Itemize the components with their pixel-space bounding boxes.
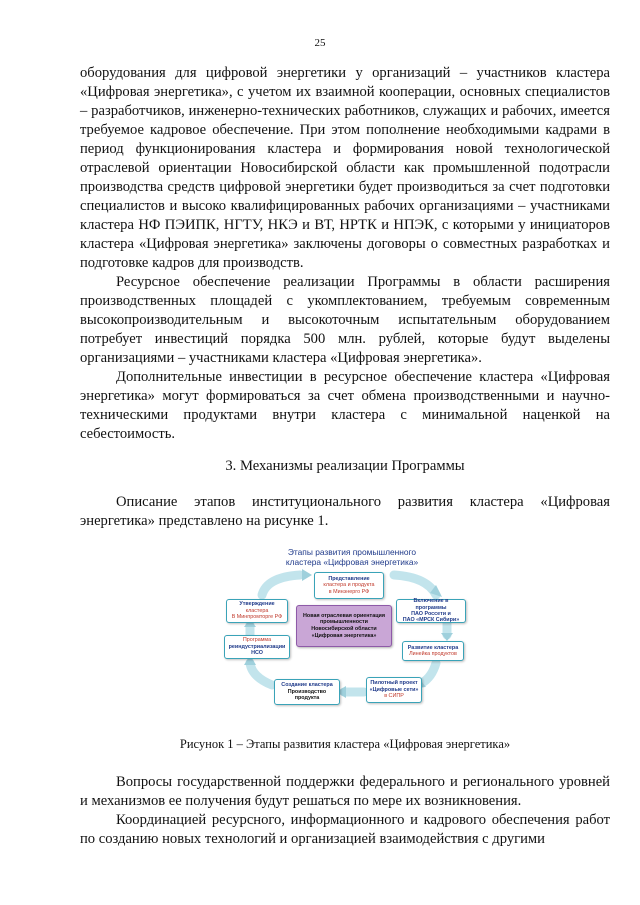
node-creation-line-2: Производство [287,688,327,695]
paragraph-5: Координацией ресурсного, информационного и кадрового обеспечения работ по созданию новых технологий и организацией взаимодействия с другими [80,812,610,847]
paragraph-4: Вопросы государственной поддержки федерального и регионального уровней и механизмов ее получения будут решаться по мере их возникновения. [80,774,610,809]
node-presentation-line-1: Представление [328,575,370,582]
center-line-3: Новосибирской области [311,626,377,632]
arrow-development-to-pilot [422,663,436,683]
node-presentation [314,572,384,599]
body-text-top [80,64,610,444]
figure-caption: Рисунок 1 – Этапы развития кластера «Цифровая энергетика» [179,737,511,751]
node-presentation-line-2: кластера и продукта [323,582,375,589]
node-pilot-line-2: «Цифровые сети» [369,686,419,693]
node-development [402,641,464,661]
arrow-creation-to-program [250,663,272,685]
node-inclusion-line-3: ПАО «МРСК Сибири» [402,617,460,624]
center-line-1: Новая отраслевая ориентация [303,612,385,619]
body-text-intro [80,493,610,531]
figure-title-line-2: кластера «Цифровая энергетика» [285,557,419,567]
node-creation-line-1: Создание кластера [281,682,333,689]
node-inclusion-line-1: Включение в программы [413,598,449,611]
body-text-bottom [80,773,610,849]
node-pilot [366,677,422,703]
paragraph-1: оборудования для цифровой энергетики у организаций – участников кластера «Цифровая энергетика», с учетом их взаимной кооперации, основных специалистов – разработчиков, инженерно-технических работников, служащих и рабочих, имеется требуемое кадровое обеспечение. При этом пополнение необходимыми кадрами в период функционирования кластера и формирования новой технологической отраслевой ориентации Новосибирской области как промышленной подотрасли производства средств цифровой энергетики будет производиться за счет подготовки специалистов и высоко квалифицированных рабочих организациями – участниками кластера НФ ПЭИПК, НГТУ, НКЭ и ВТ, НРТК и НПЭК, с которыми у инициаторов кластера «Цифровая энергетика» заключены договоры о совместных разработках и подготовке кадров для производств. [80,65,610,271]
paragraph-intro: Описание этапов институционального развития кластера «Цифровая энергетика» представлено на рисунке 1. [80,494,610,529]
node-pilot-line-1: Пилотный проект [370,680,418,687]
node-program-line-3: НСО [251,650,263,657]
node-creation [274,679,340,705]
node-approval-line-1: Утверждение [239,601,275,608]
arrow-approval-to-presentation [262,575,300,595]
node-approval [226,599,288,623]
node-approval-line-3: В Минпромторге РФ [231,614,283,621]
node-program-line-1: Программа [242,637,272,644]
node-program-line-2: реиндустриализации [228,643,286,650]
node-development-line-2: Линейка продуктов [409,651,457,657]
node-pilot-line-3: в СИПР [384,693,404,700]
paragraph-3: Дополнительные инвестиции в ресурсное обеспечение кластера «Цифровая энергетика» могут формироваться за счет обмена производственными и научно-техническими продуктами внутри кластера с минимальной наценкой на себестоимость. [80,369,610,442]
node-program [224,635,290,659]
paragraph-2: Ресурсное обеспечение реализации Программы в области расширения производственных площадей с укомплектованием, требуемым современным высокопроизводительным и высокоточным испытательным оборудованием потребует инвестиций порядка 500 млн. рублей, которые будут выделены организациями – участниками кластера «Цифровая энергетика». [80,274,610,366]
figure-cluster-stages [222,545,472,715]
page-number: 25 [314,37,326,49]
node-presentation-line-3: в Минэнерго РФ [328,588,370,595]
figure-title [252,547,452,567]
node-approval-line-2: кластера [245,607,269,614]
node-development-line-1: Развитие кластера [407,644,459,651]
center-line-2: промышленности [320,619,368,626]
center-line-4: «Цифровая энергетика» [311,632,377,639]
node-creation-line-3: продукта [294,695,320,702]
section-heading: 3. Механизмы реализации Программы [225,458,465,474]
node-inclusion [396,599,466,623]
node-inclusion-line-2: ПАО Россети и [411,611,451,617]
figure-title-line-1: Этапы развития промышленного [287,547,417,557]
arrow-presentation-to-inclusion [394,575,436,595]
center-node [296,605,392,647]
